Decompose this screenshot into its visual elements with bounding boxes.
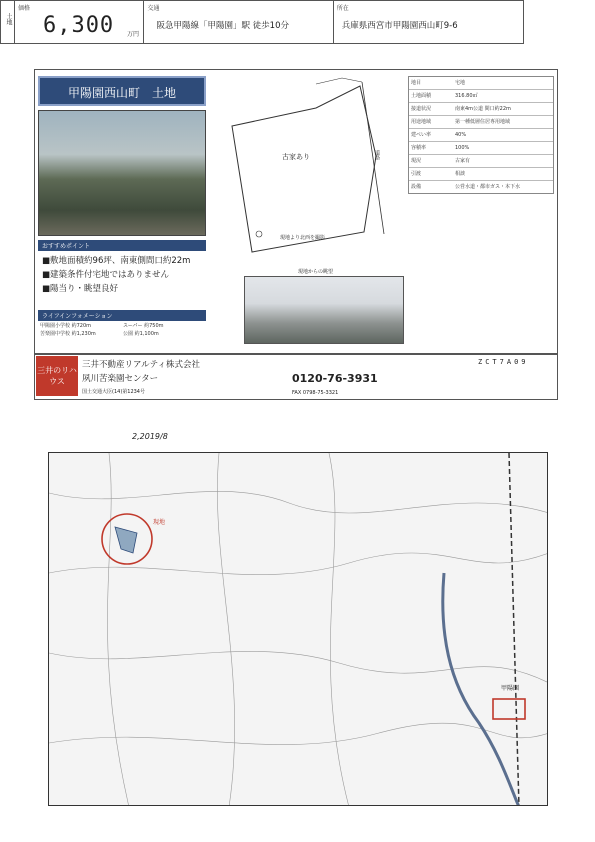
plot-label: 古家あり <box>282 153 310 161</box>
listing-title: 甲陽園西山町 土地 <box>38 76 206 106</box>
site-label: 現地 <box>153 519 166 526</box>
nearby-item: 甲陽園小学校 約720m <box>40 323 92 329</box>
traffic-label: 交通 <box>147 5 160 12</box>
boundary-note: 現地より北西を撮影 <box>280 235 326 241</box>
traffic-cell <box>144 1 333 43</box>
spec-row <box>409 103 553 116</box>
nearby-item: スーパー 約750m <box>123 323 164 329</box>
spec-row <box>409 90 553 103</box>
points-heading: おすすめポイント <box>38 240 206 251</box>
side-label: 土地 <box>5 13 12 25</box>
branch-name: 夙川苦楽園センター <box>82 374 159 384</box>
company-name: 三井不動産リアルティ株式会社 <box>82 360 200 370</box>
phone-number[interactable]: 0120-76-3931 <box>292 372 378 385</box>
price-label: 価格 <box>17 5 30 12</box>
spec-key: 設備 <box>411 184 422 190</box>
road-label: 道路 <box>374 150 380 160</box>
map-streets <box>49 453 548 806</box>
spec-value: 公営水道・都市ガス・本下水 <box>455 184 521 190</box>
nearby-heading: ライフインフォメーション <box>38 310 206 321</box>
nearby-item: 苦楽園中学校 約1,230m <box>40 331 96 337</box>
spec-key: 用途地域 <box>411 119 432 125</box>
spec-value: 第一種低層住居専用地域 <box>455 119 511 125</box>
site-parcel <box>115 527 137 553</box>
view-label: 現地からの眺望 <box>298 269 334 275</box>
spec-row <box>409 181 553 193</box>
spec-row <box>409 155 553 168</box>
view-photo <box>244 276 404 344</box>
header-band <box>0 0 524 44</box>
spec-value: 316.80㎡ <box>455 93 478 99</box>
spec-key: 地目 <box>411 80 422 86</box>
spec-key: 土地面積 <box>411 93 432 99</box>
license-text: 国土交通大臣(14)第1234号 <box>82 389 145 395</box>
address-label: 所在 <box>336 5 349 12</box>
plot-diagram <box>212 74 402 274</box>
point-item: ■敷地面積約96坪、南東側間口約22m <box>42 256 191 266</box>
price-cell <box>15 1 145 43</box>
side-label-cell <box>1 1 15 43</box>
location-map <box>48 452 548 806</box>
traffic-text: 阪急甲陽線「甲陽園」駅 徒歩10分 <box>156 21 289 31</box>
spec-value: 40% <box>455 132 467 138</box>
spec-row <box>409 77 553 90</box>
address-cell <box>334 1 523 43</box>
property-photo <box>38 110 206 236</box>
station-label: 甲陽園 <box>501 685 520 692</box>
spec-value: 相談 <box>455 171 466 177</box>
spec-value: 古家有 <box>455 158 471 164</box>
station-marker <box>493 699 525 719</box>
spec-value: 南東4m公道 間口約22m <box>455 106 511 112</box>
spec-key: 建ぺい率 <box>411 132 432 138</box>
price-unit: 万円 <box>126 31 139 38</box>
nearby-list <box>40 322 206 338</box>
nearby-item: 公園 約1,100m <box>123 331 159 337</box>
spec-row <box>409 142 553 155</box>
spec-key: 引渡 <box>411 171 422 177</box>
point-item: ■建築条件付宅地ではありません <box>42 270 170 280</box>
map-graphics <box>49 453 548 806</box>
price-value: 6,300 <box>42 13 115 38</box>
spec-table <box>408 76 554 194</box>
spec-row <box>409 116 553 129</box>
spec-key: 容積率 <box>411 145 427 151</box>
points-list <box>42 254 206 296</box>
spec-value: 宅地 <box>455 80 466 86</box>
spec-row <box>409 168 553 181</box>
plot-outline <box>232 86 376 252</box>
spec-row <box>409 129 553 142</box>
point-item: ■陽当り・眺望良好 <box>42 284 119 294</box>
road-curve <box>316 78 362 84</box>
company-logo: 三井のリハウス <box>36 356 78 396</box>
spec-key: 接道状況 <box>411 106 432 112</box>
listing-code: ZCT7A09 <box>478 358 529 366</box>
spec-value: 100% <box>455 145 470 151</box>
address-text: 兵庫県西宮市甲陽園西山町9-6 <box>341 21 458 31</box>
fax-number: FAX 0798-75-3321 <box>292 390 339 396</box>
handwritten-note: 2,2019/8 <box>132 432 168 441</box>
spec-key: 現況 <box>411 158 422 164</box>
